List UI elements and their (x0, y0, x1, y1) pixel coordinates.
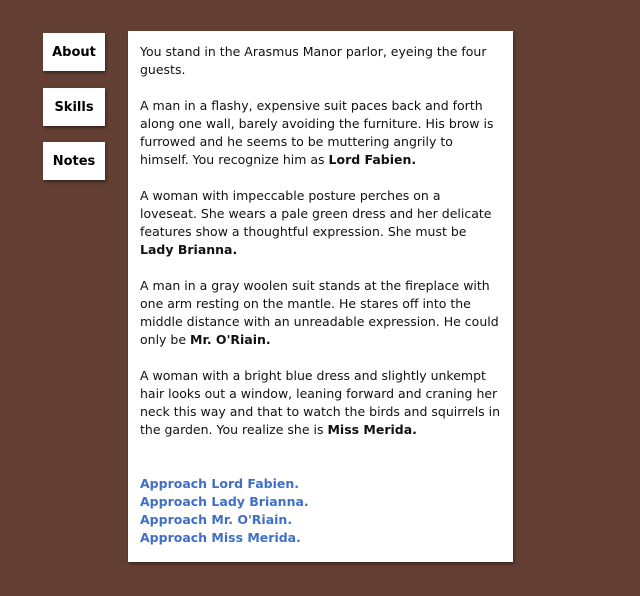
brianna-name: Lady Brianna. (140, 242, 238, 257)
intro-paragraph: You stand in the Arasmus Manor parlor, eyeing the four guests. (140, 44, 487, 77)
fabien-paragraph (140, 97, 501, 169)
about-button[interactable]: About (43, 33, 105, 71)
approach-fabien-link[interactable]: Approach Lord Fabien. (140, 476, 300, 491)
merida-name: Miss Merida. (327, 422, 417, 437)
fabien-name: Lord Fabien. (328, 152, 417, 167)
story-panel (128, 31, 513, 562)
merida-description: A woman with a bright blue dress and slightly unkempt hair looks out a window, leaning forward and craning her neck this way and that to watch the birds and squirrels in the garden. You realize she is (140, 368, 501, 437)
approach-merida-link[interactable]: Approach Miss Merida. (140, 530, 301, 545)
brianna-description: A woman with impeccable posture perches on a loveseat. She wears a pale green dress and her delicate features show a thoughtful expression. She must be (140, 188, 492, 239)
notes-button[interactable]: Notes (43, 142, 105, 180)
fabien-description: A man in a flashy, expensive suit paces back and forth along one wall, barely avoiding the furniture. His brow is furrowed and he seems to be muttering angrily to himself. You recognize him as (140, 98, 494, 167)
oriain-name: Mr. O'Riain. (190, 332, 271, 347)
approach-brianna-link[interactable]: Approach Lady Brianna. (140, 494, 309, 509)
choice-list (140, 475, 501, 547)
approach-oriain-link[interactable]: Approach Mr. O'Riain. (140, 512, 293, 527)
merida-paragraph (140, 367, 501, 439)
oriain-description: A man in a gray woolen suit stands at the fireplace with one arm resting on the mantle. He stares off into the middle distance with an unreadable expression. He could only be (140, 278, 499, 347)
oriain-paragraph (140, 277, 501, 349)
brianna-paragraph (140, 187, 501, 259)
skills-button[interactable]: Skills (43, 88, 105, 126)
